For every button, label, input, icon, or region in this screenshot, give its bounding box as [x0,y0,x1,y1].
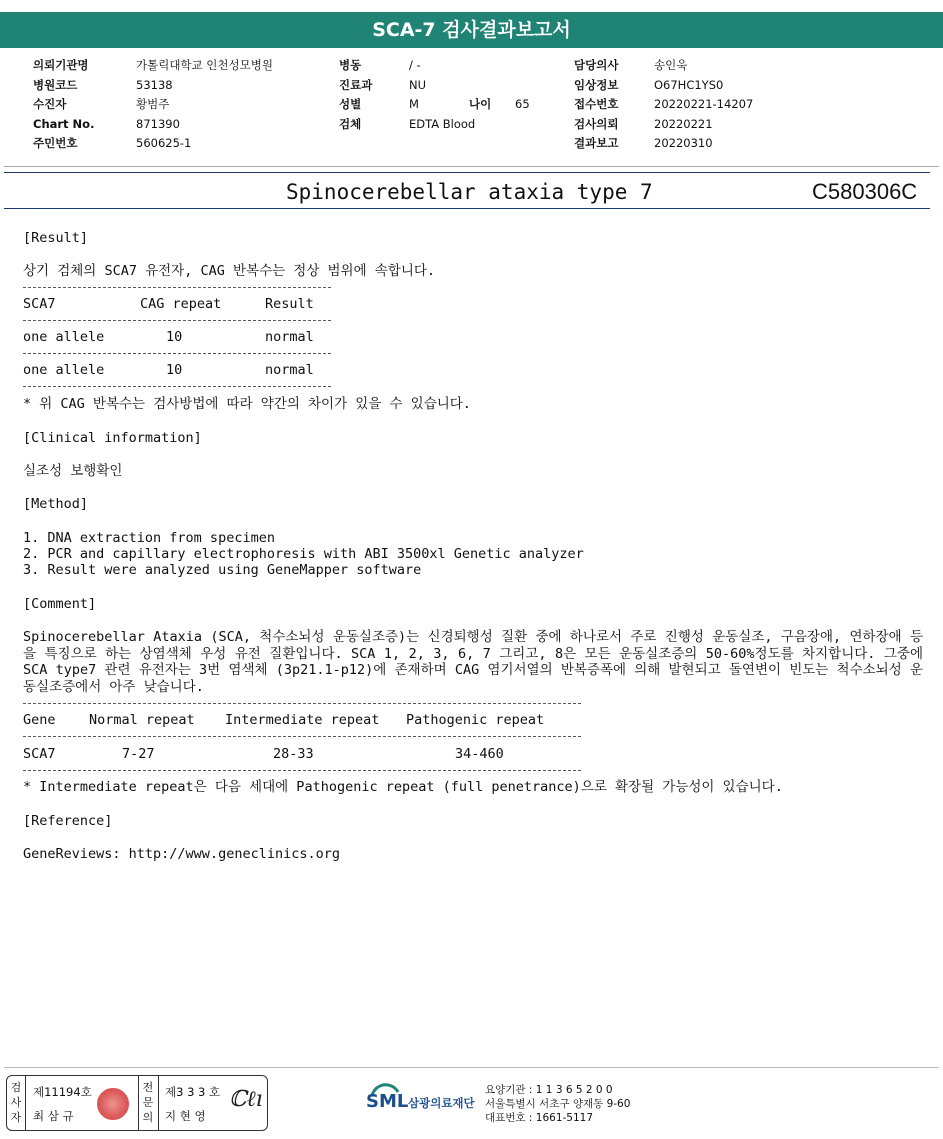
result-row-allele: one allele [23,329,105,345]
comment-note: * Intermediate repeat은 다음 세대에 Pathogenic repeat (full penetrance)으로 확장될 가능성이 있습니다. [23,779,783,795]
label-hospital-code: 병원코드 [33,77,78,92]
value-specimen: EDTA Blood [409,116,476,131]
value-sex: M [409,97,419,111]
repeat-table-rule [23,770,581,771]
method-step-3: 3. Result were analyzed using GeneMapper software [23,562,422,578]
label-request-date: 검사의뢰 [574,116,619,131]
value-report-date: 20220310 [654,136,713,150]
value-department: NU [409,77,427,92]
org-contact [485,1083,630,1125]
repeat-row-gene: SCA7 [23,746,56,762]
value-ward: / - [409,58,421,72]
repeat-table-rule [23,736,581,737]
value-hospital-code: 53138 [136,77,173,92]
result-heading: [Result] [23,230,89,246]
result-row-cag: 10 [166,329,183,345]
label-patient: 수진자 [33,97,67,111]
result-col-cag: CAG repeat [140,296,222,312]
result-row-result: normal [265,329,314,345]
result-note: * 위 CAG 반복수는 검사방법에 따라 약간의 차이가 있을 수 있습니다. [23,396,471,412]
repeat-col-intermediate: Intermediate repeat [225,712,380,728]
handwritten-signature: ℂℓı [229,1087,263,1112]
method-step-1: 1. DNA extraction from specimen [23,530,275,546]
signature-separator [138,1076,139,1130]
result-row-cag: 10 [166,362,183,378]
result-summary: 상기 검체의 SCA7 유전자, CAG 반복수는 정상 범위에 속합니다. [23,263,436,279]
label-report-date: 결과보고 [574,136,619,150]
label-ward: 병동 [339,58,362,72]
label-clinical-info: 임상정보 [574,77,619,92]
value-patient: 황범주 [136,97,170,111]
result-row-result: normal [265,362,314,378]
result-col-result: Result [265,296,314,312]
label-specimen: 검체 [339,116,362,131]
repeat-row-pathogenic: 34-460 [455,746,504,762]
signer2-role: 전문의 [142,1081,154,1124]
reference-text: GeneReviews: http://www.geneclinics.org [23,846,340,862]
test-name: Spinocerebellar ataxia type 7 [286,180,653,204]
test-title-bar [0,178,943,206]
value-institution: 가톨릭대학교 인천성모병원 [136,58,273,72]
signer1-role: 검사자 [10,1081,22,1124]
label-sex: 성별 [339,97,362,111]
signer2-name: 지 현 영 [165,1109,206,1123]
signer2-license: 제3 3 3 호 [165,1085,221,1099]
method-step-2: 2. PCR and capillary electrophoresis with ABI 3500xl Genetic analyzer [23,546,584,562]
header-divider-top [4,166,939,167]
method-heading: [Method] [23,496,89,512]
org-phone: 대표번호 : 1661-5117 [485,1112,594,1124]
seal-stamp [97,1088,129,1120]
value-resident-no: 560625-1 [136,136,192,150]
result-col-gene: SCA7 [23,296,56,312]
label-physician: 담당의사 [574,58,619,72]
clinical-text: 실조성 보행확인 [23,463,123,479]
footer [0,1072,943,1139]
reference-heading: [Reference] [23,813,113,829]
signer1-license: 제11194호 [33,1085,92,1099]
value-physician: 송인욱 [654,58,688,72]
result-table-rule [23,386,331,387]
title-rule-bottom [4,208,930,209]
value-chart-no: 871390 [136,116,180,131]
label-age: 나이 [469,97,492,111]
label-department: 진료과 [339,77,373,92]
result-table-rule [23,287,331,288]
signature-box [6,1075,268,1131]
value-receipt-no: 20220221-14207 [654,97,754,111]
report-title: SCA-7 검사결과보고서 [0,12,943,48]
label-chart-no: Chart No. [33,116,95,131]
comment-heading: [Comment] [23,596,97,612]
result-table-rule [23,353,331,354]
value-request-date: 20220221 [654,116,713,131]
logo-text: SML [366,1091,409,1112]
repeat-col-gene: Gene [23,712,56,728]
value-clinical-info: O67HC1YS0 [654,77,724,92]
org-name: 삼광의료재단 [408,1096,475,1110]
signer1-name: 최 삼 규 [33,1109,74,1123]
result-row-allele: one allele [23,362,105,378]
label-resident-no: 주민번호 [33,136,78,150]
repeat-col-normal: Normal repeat [89,712,195,728]
signature-separator [158,1076,159,1130]
signature-separator [25,1076,26,1130]
value-age: 65 [515,97,530,111]
repeat-row-intermediate: 28-33 [273,746,314,762]
result-table-rule [23,320,331,321]
test-code: C580306C [812,179,918,204]
org-code: 요양기관 : 1 1 3 6 5 2 0 0 [485,1084,613,1096]
repeat-col-pathogenic: Pathogenic repeat [406,712,545,728]
title-rule-top [4,172,930,173]
clinical-heading: [Clinical information] [23,430,202,446]
repeat-table-rule [23,703,581,704]
label-receipt-no: 접수번호 [574,97,619,111]
org-address: 서울특별시 서초구 양재동 9-60 [485,1098,631,1110]
comment-paragraph: Spinocerebellar Ataxia (SCA, 척수소뇌성 운동실조증)는 신경퇴행성 질환 중에 하나로서 주로 진행성 운동실조, 구음장애, 연하장애 등을 특징으로 하는 상염색체 우성 유전 질환입니다. SCA 1, 2, 3, 6, 7 그리고, 8은 모든 운동실조증의 50-60%정도를 차지합니다. 그중에 SCA type7 관련 유전자는 3번 염색체 (3p21.1-p12)에 존재하며 CAG 염기서열의 반복증폭에 의해 발현되고 돌연변이 빈도는 척수소뇌성 운동실조증에서 아주 낮습니다. [23,629,923,695]
repeat-row-normal: 7-27 [122,746,155,762]
label-institution: 의뢰기관명 [33,58,89,72]
footer-divider [4,1067,939,1068]
